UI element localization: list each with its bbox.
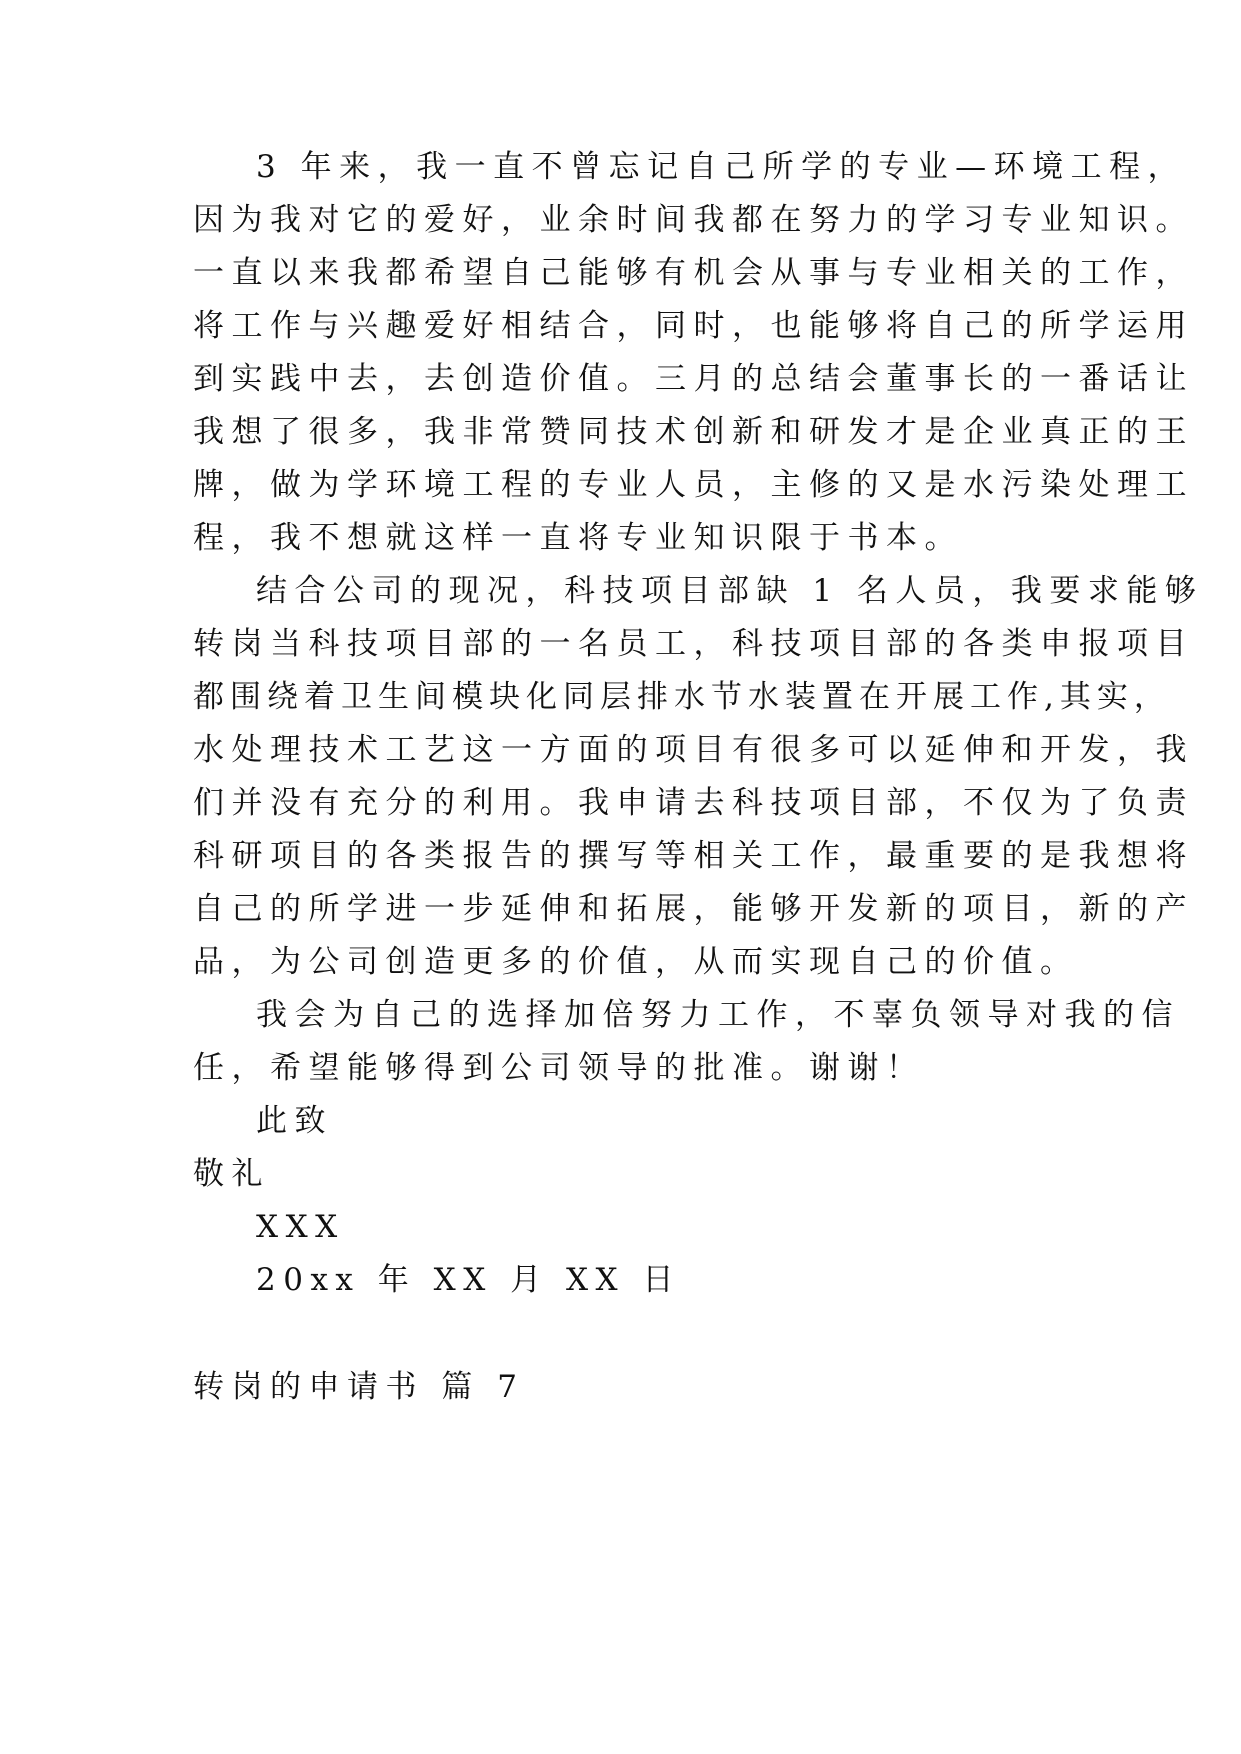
paragraph-3-line-2: 任，希望能够得到公司领导的批准。谢谢！: [193, 1050, 925, 1086]
paragraph-1-line-6: 我想了很多，我非常赞同技术创新和研发才是企业真正的王: [193, 414, 1194, 450]
paragraph-3-line-1: 我会为自己的选择加倍努力工作，不辜负领导对我的信: [256, 997, 1180, 1033]
paragraph-2-line-2: 转岗当科技项目部的一名员工，科技项目部的各类申报项目: [193, 626, 1194, 662]
paragraph-1-line-4: 将工作与兴趣爱好相结合，同时，也能够将自己的所学运用: [193, 308, 1194, 344]
paragraph-2-line-6: 科研项目的各类报告的撰写等相关工作，最重要的是我想将: [193, 838, 1194, 874]
paragraph-2-line-3: 都围绕着卫生间模块化同层排水节水装置在开展工作,其实，: [193, 679, 1171, 715]
closing-regards: 敬礼: [193, 1156, 270, 1192]
paragraph-1-line-3: 一直以来我都希望自己能够有机会从事与专业相关的工作，: [193, 255, 1194, 291]
paragraph-2-line-4: 水处理技术工艺这一方面的项目有很多可以延伸和开发，我: [193, 732, 1194, 768]
next-section-title: 转岗的申请书 篇 7: [193, 1369, 525, 1405]
paragraph-2-line-7: 自己的所学进一步延伸和拓展，能够开发新的项目，新的产: [193, 891, 1194, 927]
closing-salutation: 此致: [256, 1103, 333, 1139]
paragraph-2-line-1: 结合公司的现况，科技项目部缺 1 名人员，我要求能够: [256, 573, 1204, 609]
paragraph-2-line-5: 们并没有充分的利用。我申请去科技项目部，不仅为了负责: [193, 785, 1194, 821]
date: 20xx 年 XX 月 XX 日: [256, 1262, 681, 1298]
paragraph-1-line-7: 牌，做为学环境工程的专业人员，主修的又是水污染处理工: [193, 467, 1194, 503]
paragraph-1-line-5: 到实践中去，去创造价值。三月的总结会董事长的一番话让: [193, 361, 1194, 397]
paragraph-1-line-1: 3 年来，我一直不曾忘记自己所学的专业—环境工程，: [256, 149, 1187, 185]
signature: XXX: [256, 1209, 345, 1245]
paragraph-1-line-2: 因为我对它的爱好，业余时间我都在努力的学习专业知识。: [193, 202, 1194, 238]
paragraph-2-line-8: 品，为公司创造更多的价值，从而实现自己的价值。: [193, 944, 1079, 980]
paragraph-1-line-8: 程，我不想就这样一直将专业知识限于书本。: [193, 520, 963, 556]
